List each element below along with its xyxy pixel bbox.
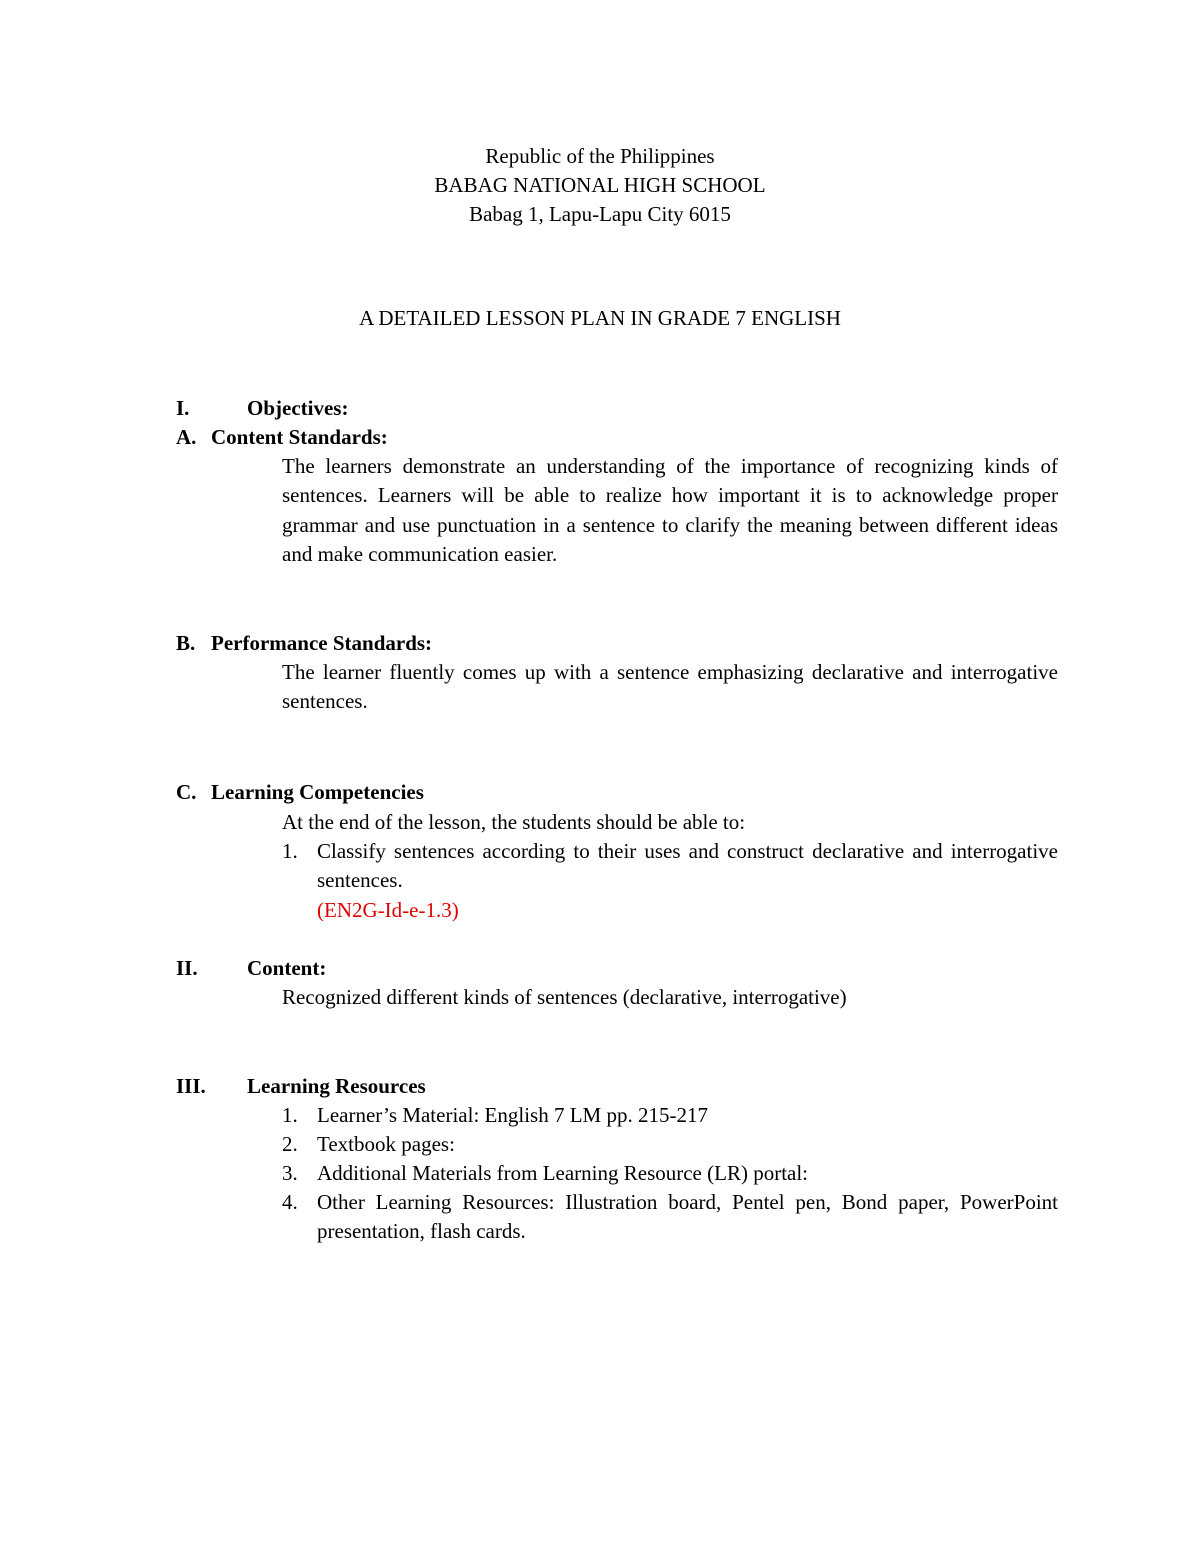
school-name: BABAG NATIONAL HIGH SCHOOL [434, 173, 766, 197]
subsection-a-heading: Content Standards: [211, 425, 388, 449]
competency-1-number: 1. [282, 839, 298, 863]
document-title: A DETAILED LESSON PLAN IN GRADE 7 ENGLISH [359, 306, 841, 330]
republic-line: Republic of the Philippines [485, 144, 715, 168]
resource-4-text: Other Learning Resources: Illustration board, Pentel pen, Bond paper, PowerPoint presentation, flash cards. [317, 1190, 1058, 1244]
subsection-c-heading: Learning Competencies [211, 780, 424, 804]
school-address: Babag 1, Lapu-Lapu City 6015 [469, 202, 731, 226]
subsection-b-letter: B. [176, 631, 196, 655]
resource-3-number: 3. [282, 1161, 298, 1185]
content-standards-text: The learners demonstrate an understanding of the importance of recognizing kinds of sentences. Learners will be able to realize how important it is to acknowledge proper grammar and use punctuation in a sentence to clarify the meaning between different ideas and make communication easier. [282, 454, 1058, 566]
section-2-numeral: II. [176, 956, 198, 980]
performance-standards-text: The learner fluently comes up with a sentence emphasizing declarative and interrogative sentences. [282, 660, 1058, 714]
resource-4-number: 4. [282, 1190, 298, 1214]
section-3-heading: Learning Resources [247, 1074, 426, 1098]
subsection-b-heading: Performance Standards: [211, 631, 433, 655]
resource-1-number: 1. [282, 1103, 298, 1127]
competencies-intro: At the end of the lesson, the students should be able to: [282, 810, 746, 834]
resource-1-text: Learner’s Material: English 7 LM pp. 215-217 [317, 1103, 708, 1127]
section-3-numeral: III. [176, 1074, 206, 1098]
section-1-heading: Objectives: [247, 396, 349, 420]
subsection-a-letter: A. [176, 425, 197, 449]
resource-2-text: Textbook pages: [317, 1132, 455, 1156]
resource-2-number: 2. [282, 1132, 298, 1156]
content-text: Recognized different kinds of sentences (declarative, interrogative) [282, 985, 847, 1009]
competency-code: (EN2G-Id-e-1.3) [317, 898, 459, 922]
section-2-heading: Content: [247, 956, 327, 980]
competency-1-text: Classify sentences according to their uses and construct declarative and interrogative sentences. [317, 839, 1058, 893]
subsection-c-letter: C. [176, 780, 197, 804]
resource-3-text: Additional Materials from Learning Resource (LR) portal: [317, 1161, 809, 1185]
section-1-numeral: I. [176, 396, 190, 420]
